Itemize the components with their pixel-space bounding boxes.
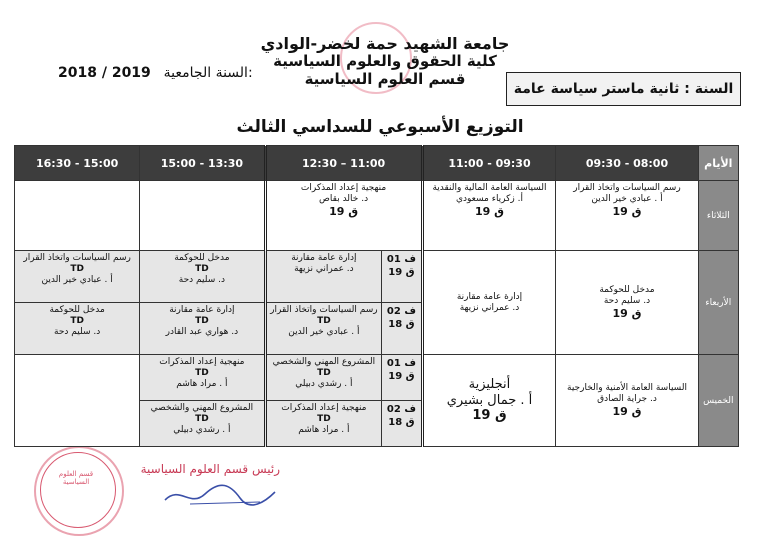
department-head-signature [60,462,280,513]
course: مدخل للحوكمة [174,253,230,263]
room: ق 19 [612,204,642,218]
td-label: TD [195,263,209,274]
signature-scribble-icon [160,480,280,510]
wed-slot3-g1 [265,251,382,303]
room: ق 19 [474,204,504,218]
room: ق 19 [329,204,359,218]
table-header-row [15,146,739,181]
room: ق 18 [388,319,415,330]
wed-slot5-g2 [15,303,140,355]
teacher: د. عمراني نزيهة [294,263,354,274]
tue-slot5 [15,181,140,251]
day-thursday: الخميس [698,355,738,447]
slot-3-header: 11:00 – 12:30 [265,146,422,181]
teacher: د. سليم دحة [54,326,101,337]
course: السياسة العامة المالية والنقدية [432,183,547,193]
tue-slot1 [556,181,698,251]
teacher: أ . رشدي دبيلي [295,378,353,389]
tue-slot3 [265,181,422,251]
thu-slot2 [422,355,556,447]
wed-slot1 [556,251,698,355]
course: رسم السياسات واتخاذ القرار [573,183,681,193]
slot-4-header: 13:30 - 15:00 [140,146,265,181]
teacher: أ . جمال بشيري [446,392,533,408]
room: ق 19 [612,404,642,418]
course: منهجية إعداد المذكرات [159,357,245,367]
wed-slot2 [422,251,556,355]
stamp-text: قسم العلوم السياسية [58,470,94,486]
teacher: د. عمراني نزيهة [459,302,520,313]
days-header: الأيام [698,146,738,181]
table-row-thursday-g1 [15,355,739,401]
wed-group2 [382,303,422,355]
wed-group1 [382,251,422,303]
course: أنجليزية [468,377,511,393]
academic-year [58,65,253,81]
thu-slot5 [15,355,140,447]
wed-slot4-g2 [140,303,265,355]
td-label: TD [70,263,84,274]
course: مدخل للحوكمة [49,305,105,315]
course: منهجية إعداد المذكرات [300,183,387,193]
td-label: TD [195,315,209,326]
room: ق 19 [388,371,415,382]
table-row-tuesday [15,181,739,251]
wed-slot3-g2 [265,303,382,355]
teacher: أ . عبادي خير الدين [591,193,663,204]
td-label: TD [317,413,331,424]
group-label: ف 01 [386,358,416,369]
room: ق 18 [388,417,415,428]
room: ق 19 [612,306,642,320]
signature-title: رئيس قسم العلوم السياسية [140,462,280,476]
course: رسم السياسات واتخاذ القرار [270,305,378,315]
thu-slot1 [556,355,698,447]
tue-slot4 [140,181,265,251]
teacher: أ . عبادي خير الدين [41,274,113,285]
course: إدارة عامة مقارنة [456,291,523,302]
faculty-name: كلية الحقوق والعلوم السياسية [273,52,497,70]
teacher: أ . مراد هاشم [176,378,228,389]
thu-group2 [382,401,422,447]
teacher: د. خالد بقاص [319,193,369,204]
university-name: جامعة الشهيد حمة لخضر-الوادي [260,34,510,53]
td-label: TD [317,367,331,378]
thu-slot3-g1 [265,355,382,401]
schedule-title: التوزيع الأسبوعي للسداسي الثالث [236,117,524,137]
wed-slot5-g1 [15,251,140,303]
thu-slot3-g2 [265,401,382,447]
teacher: د. سليم دحة [603,295,651,306]
slot-2-header: 09:30 - 11:00 [422,146,556,181]
wed-slot4-g1 [140,251,265,303]
td-label: TD [195,367,209,378]
level-box: السنة : ثانية ماستر سياسة عامة [506,72,741,106]
day-tuesday: الثلاثاء [698,181,738,251]
teacher: أ . عبادي خير الدين [288,326,360,337]
course: المشروع المهني والشخصي [150,403,254,413]
teacher: د. سليم دحة [178,274,225,285]
group-label: ف 02 [386,306,416,317]
group-label: ف 01 [386,254,416,265]
academic-year-value: 2018 / 2019 [58,65,151,81]
course: رسم السياسات واتخاذ القرار [23,253,131,263]
course: السياسة العامة الأمنية والخارجية [567,383,687,394]
course: منهجية إعداد المذكرات [281,403,367,413]
thu-group1 [382,355,422,401]
teacher: أ . مراد هاشم [298,424,350,435]
td-label: TD [70,315,84,326]
slot-1-header: 08:00 - 09:30 [556,146,698,181]
td-label: TD [195,413,209,424]
teacher: أ . رشدي دبيلي [173,424,231,435]
teacher: أ. زكرياء مسعودي [455,193,524,204]
thu-slot4-g1 [140,355,265,401]
teacher: د. جراية الصادق [597,393,657,404]
table-row-wednesday-g1 [15,251,739,303]
course: مدخل للحوكمة [599,285,655,296]
room: ق 19 [388,267,415,278]
department-name: قسم العلوم السياسية [304,70,466,88]
thu-slot4-g2 [140,401,265,447]
course: إدارة عامة مقارنة [291,253,357,263]
tue-slot2 [422,181,556,251]
schedule-table [14,145,739,447]
course: إدارة عامة مقارنة [169,305,235,315]
day-wednesday: الأربعاء [698,251,738,355]
room: ق 19 [472,408,507,424]
course: المشروع المهني والشخصي [272,357,376,367]
td-label: TD [317,315,331,326]
slot-5-header: 15:00 - 16:30 [15,146,140,181]
teacher: د. هواري عبد القادر [165,326,239,337]
academic-year-label: السنة الجامعية: [163,65,253,81]
group-label: ف 02 [386,404,416,415]
